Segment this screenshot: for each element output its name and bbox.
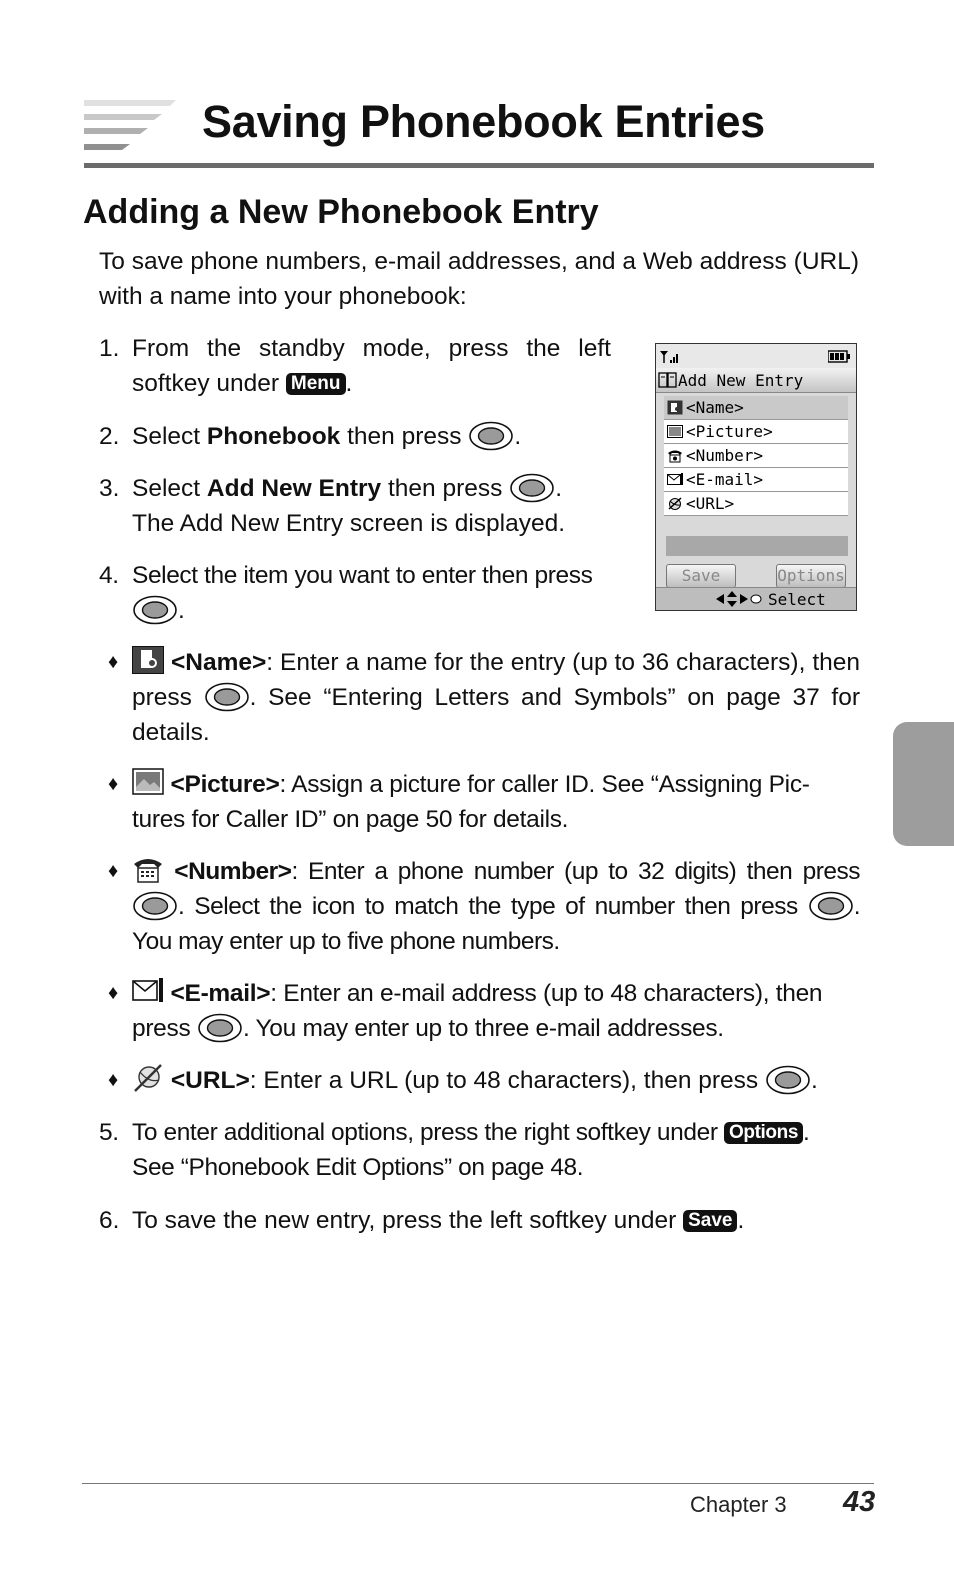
- step-text: Select the item you want to enter then press: [132, 562, 593, 589]
- phone-screen-title: Add New Entry: [678, 371, 804, 390]
- bullet-url: [108, 1063, 860, 1098]
- bullet-text: : Enter an e-mail address (up to 48 characters), then press: [132, 980, 823, 1042]
- phone-screen-illustration: [655, 343, 857, 611]
- picture-entry-icon: [132, 767, 164, 797]
- bullet-diamond-icon: ♦: [108, 773, 118, 795]
- phone-list-item: [664, 420, 848, 444]
- step-punct: .: [555, 475, 562, 502]
- step-1: [99, 331, 611, 401]
- bullet-number: [108, 854, 860, 959]
- step-6: [99, 1203, 861, 1238]
- page-title: Saving Phonebook Entries: [202, 96, 765, 147]
- phone-item-label: <E-mail>: [686, 470, 764, 489]
- phone-item-label: <Number>: [686, 446, 764, 465]
- bullet-text: : Assign a picture for caller ID. See “Assigning Pic-tures for Caller ID” on page 50 for details.: [132, 771, 810, 833]
- ok-button-icon: [204, 682, 250, 712]
- bullet-email: [108, 976, 860, 1046]
- telephone-entry-icon: [132, 854, 164, 884]
- step-text: From the standby mode, press the left softkey under: [132, 335, 611, 397]
- signal-icon: [660, 349, 682, 365]
- step-text: To save the new entry, press the left softkey under: [132, 1207, 677, 1234]
- phone-title-bar: [656, 368, 856, 393]
- bullet-picture: [108, 767, 860, 837]
- ok-button-icon: [197, 1013, 243, 1043]
- step-text: The Add New Entry screen is displayed.: [132, 510, 566, 537]
- phone-entry-list: [664, 396, 848, 516]
- step-bold-term: Add New Entry: [206, 475, 382, 502]
- step-bold-term: Phonebook: [206, 423, 341, 450]
- page-number: 43: [843, 1486, 876, 1518]
- step-text: then press: [387, 475, 503, 502]
- picture-icon: [667, 424, 683, 439]
- menu-softkey-label: Menu: [286, 373, 346, 395]
- footer-chapter: Chapter 3: [690, 1492, 787, 1517]
- phone-item-label: <Name>: [686, 398, 744, 417]
- save-softkey-label: Save: [683, 1210, 737, 1232]
- step-text: Select: [132, 423, 201, 450]
- bullet-text: .: [810, 1067, 818, 1094]
- battery-icon: [828, 350, 850, 364]
- bullet-text: : Enter a name for the entry (up to 36 characters), then press: [132, 649, 861, 711]
- step-number: 3.: [99, 475, 120, 502]
- bullet-text: : Enter a URL (up to 48 characters), then press: [249, 1067, 759, 1094]
- phone-status-bar: [656, 344, 856, 368]
- phone-center-label: Select: [768, 590, 826, 609]
- bullet-label: <Name>: [170, 649, 267, 676]
- step-2: [99, 419, 611, 454]
- step-punct: .: [514, 423, 522, 450]
- bullet-text: . Select the icon to match the type of number then press: [178, 893, 798, 920]
- phone-bottom-bar: [656, 587, 856, 610]
- email-entry-icon: [132, 976, 164, 1006]
- bullet-name: [108, 645, 860, 750]
- phone-input-bar: [666, 536, 848, 556]
- phone-list-item: [664, 396, 848, 420]
- ok-button-icon: [765, 1065, 811, 1095]
- bullet-diamond-icon: ♦: [108, 860, 118, 882]
- navigation-key-icon: [716, 590, 762, 608]
- intro-paragraph: To save phone numbers, e-mail addresses, and a Web address (URL) with a name into your phonebook:: [99, 248, 859, 310]
- chapter-side-tab: [893, 722, 954, 846]
- step-number: 1.: [99, 335, 120, 362]
- step-5: [99, 1115, 861, 1185]
- bullet-text: . You may enter up to five phone numbers.: [132, 893, 860, 955]
- ok-button-icon: [132, 891, 178, 921]
- step-punct: .: [345, 370, 353, 397]
- title-divider: [84, 163, 874, 168]
- phone-right-softkey: Options: [776, 564, 846, 588]
- url-icon: [667, 496, 683, 511]
- step-punct: .: [803, 1119, 810, 1146]
- bullet-text: : Enter a phone number (up to 32 digits) then press: [291, 858, 860, 885]
- step-punct: .: [178, 597, 185, 624]
- ok-button-icon: [468, 421, 514, 451]
- section-title: Adding a New Phonebook Entry: [83, 193, 599, 231]
- step-number: 5.: [99, 1119, 119, 1146]
- header-stripes-icon: [84, 98, 180, 156]
- step-number: 6.: [99, 1207, 120, 1234]
- bullet-label: <Number>: [174, 858, 292, 885]
- ok-button-icon: [132, 595, 178, 625]
- footer-divider: [82, 1483, 874, 1484]
- step-text: See “Phonebook Edit Options” on page 48.: [132, 1154, 584, 1181]
- ok-button-icon: [808, 891, 854, 921]
- phone-list-item: [664, 492, 848, 516]
- options-softkey-label: Options: [724, 1122, 803, 1144]
- phonebook-icon: [658, 371, 678, 389]
- bullet-diamond-icon: ♦: [108, 651, 119, 673]
- email-icon: [667, 472, 683, 487]
- bullet-label: <URL>: [170, 1067, 250, 1094]
- ok-button-icon: [509, 473, 555, 503]
- bullet-text: . You may enter up to three e-mail addresses.: [242, 1015, 724, 1042]
- bullet-diamond-icon: ♦: [108, 982, 118, 1004]
- url-entry-icon: [132, 1063, 164, 1093]
- phone-item-label: <URL>: [686, 494, 735, 513]
- phone-list-item: [664, 444, 848, 468]
- step-3: [99, 471, 611, 541]
- phone-left-softkey: Save: [666, 564, 736, 588]
- step-text: To enter additional options, press the right softkey under: [132, 1119, 718, 1146]
- name-icon: [667, 400, 683, 415]
- bullet-label: <Picture>: [170, 771, 280, 798]
- step-4: [99, 558, 611, 628]
- phone-item-label: <Picture>: [686, 422, 773, 441]
- step-number: 4.: [99, 562, 119, 589]
- bullet-text: . See “Entering Letters and Symbols” on page 37 for details.: [132, 684, 860, 746]
- bullet-label: <E-mail>: [170, 980, 271, 1007]
- telephone-icon: [667, 448, 683, 463]
- bullet-diamond-icon: ♦: [108, 1069, 119, 1091]
- step-number: 2.: [99, 423, 120, 450]
- step-text: Select: [132, 475, 201, 502]
- name-entry-icon: [132, 645, 164, 675]
- step-text: then press: [347, 423, 462, 450]
- phone-list-item: [664, 468, 848, 492]
- step-punct: .: [737, 1207, 745, 1234]
